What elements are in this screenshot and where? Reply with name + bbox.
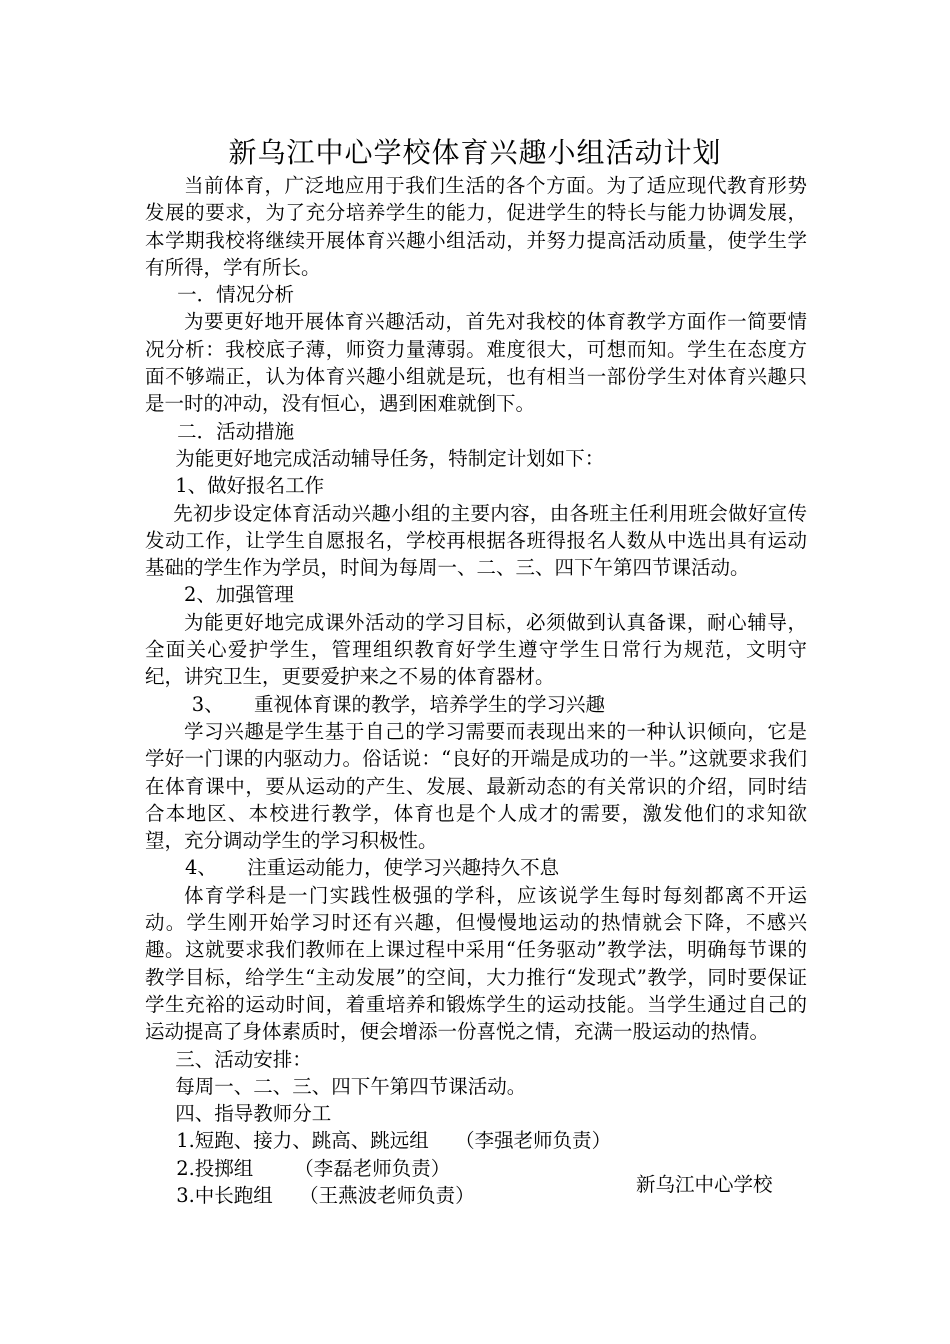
group-item-1 bbox=[145, 1127, 807, 1154]
section2-lead: 为能更好地完成活动辅导任务，特制定计划如下： bbox=[175, 446, 605, 470]
section1-paragraph: 为要更好地开展体育兴趣活动，首先对我校的体育教学方面作一简要情况分析：我校底子薄，师资力量薄弱。难度很大，可想而知。学生在态度方面不够端正，认为体育兴趣小组就是玩，也有相当一部份学生对体育兴趣只是一时的冲动，没有恒心，遇到困难就倒下。 bbox=[145, 310, 807, 416]
group-teacher: （李磊老师负责） bbox=[294, 1156, 451, 1180]
item2-paragraph: 为能更好地完成课外活动的学习目标，必须做到认真备课，耐心辅导，全面关心爱护学生，管理组织教育好学生遵守学生日常行为规范，文明守纪，讲究卫生，更要爱护来之不易的体育器材。 bbox=[145, 610, 807, 689]
item3-heading bbox=[145, 691, 807, 718]
group-name: 3.中长跑组 bbox=[176, 1183, 273, 1207]
item2-heading: 2、加强管理 bbox=[184, 583, 294, 607]
group-name: 1.短跑、接力、跳高、跳远组 bbox=[176, 1129, 429, 1153]
intro-paragraph: 当前体育，广泛地应用于我们生活的各个方面。为了适应现代教育形势发展的要求，为了充分培养学生的能力，促进学生的特长与能力协调发展，本学期我校将继续开展体育兴趣小组活动，并努力提高活动质量，使学生学有所得，学有所长。 bbox=[145, 174, 807, 279]
section2-heading: 二．活动措施 bbox=[177, 419, 295, 443]
item4-number: 4、 bbox=[184, 856, 217, 880]
item4-paragraph: 体育学科是一门实践性极强的学科，应该说学生每时每刻都离不开运动。学生刚开始学习时还有兴趣，但慢慢地运动的热情就会下降，不感兴趣。这就要求我们教师在上课过程中采用“任务驱动”教学法，明确每节课的教学目标，给学生“主动发展”的空间，大力推行“发现式”教学，同时要保证学生充裕的运动时间，着重培养和锻炼学生的运动技能。当学生通过自己的运动提高了身体素质时，便会增添一份喜悦之情，充满一股运动的热情。 bbox=[145, 883, 807, 1044]
item1-paragraph: 先初步设定体育活动兴趣小组的主要内容，由各班主任利用班会做好宣传发动工作，让学生自愿报名，学校再根据各班得报名人数从中选出具有运动基础的学生作为学员，时间为每周一、二、三、四下午第四节课活动。 bbox=[145, 501, 807, 580]
group-teacher: （王燕波老师负责） bbox=[299, 1183, 475, 1207]
section1-heading: 一．情况分析 bbox=[177, 283, 295, 307]
section3-paragraph: 每周一、二、三、四下午第四节课活动。 bbox=[175, 1074, 527, 1098]
item3-number: 3、 bbox=[191, 692, 224, 716]
section3-heading: 三、活动安排： bbox=[175, 1047, 312, 1071]
group-teacher: （李强老师负责） bbox=[455, 1129, 612, 1153]
item3-paragraph: 学习兴趣是学生基于自己的学习需要而表现出来的一种认识倾向，它是学好一门课的内驱动力。俗话说：“良好的开端是成功的一半。”这就要求我们在体育课中，要从运动的产生、发展、最新动态的有关常识的介绍，同时结合本地区、本校进行教学，体育也是个人成才的需要，激发他们的求知欲望，充分调动学生的学习积极性。 bbox=[145, 719, 807, 853]
section4-heading: 四、指导教师分工 bbox=[175, 1102, 332, 1126]
item3-title: 重视体育课的教学，培养学生的学习兴趣 bbox=[253, 692, 605, 716]
item1-heading: 1、做好报名工作 bbox=[175, 474, 325, 498]
document-body bbox=[145, 172, 807, 1209]
document-title: 新乌江中心学校体育兴趣小组活动计划 bbox=[228, 136, 722, 169]
group-name: 2.投掷组 bbox=[176, 1156, 254, 1180]
item4-title: 注重运动能力，使学习兴趣持久不息 bbox=[247, 856, 560, 880]
item4-heading bbox=[145, 854, 807, 881]
signature: 新乌江中心学校 bbox=[636, 1173, 773, 1196]
